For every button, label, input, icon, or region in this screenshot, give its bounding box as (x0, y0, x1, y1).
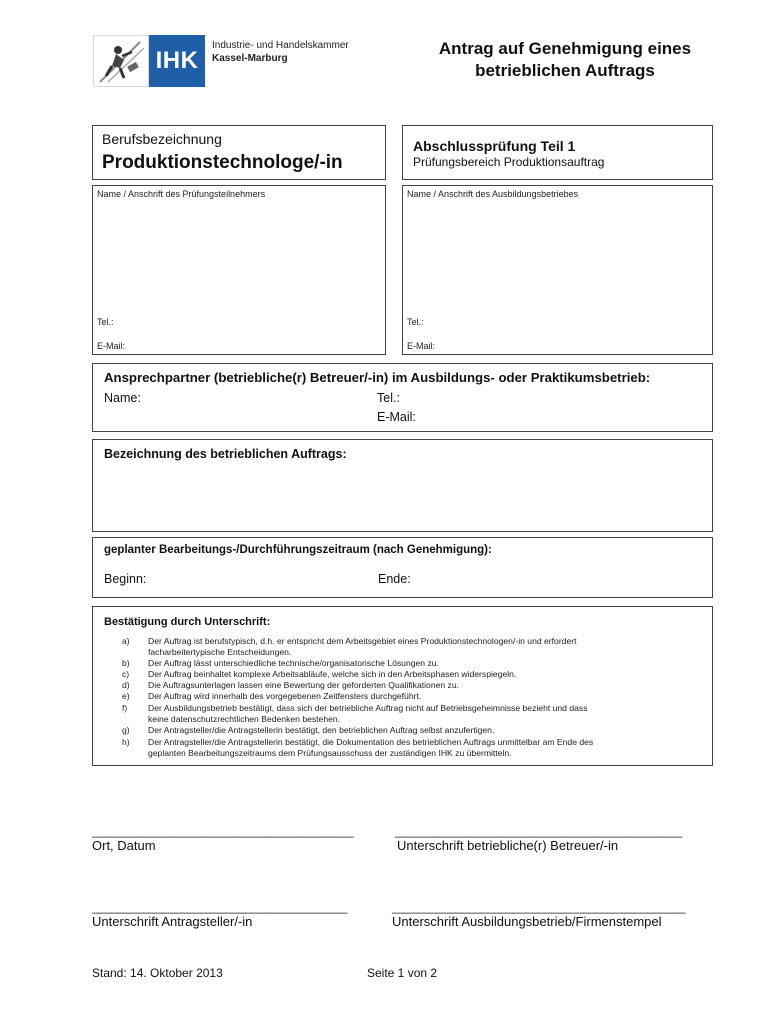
bestaetigung-item-letter: d) (122, 680, 130, 690)
bestaetigung-item-letter: h) (122, 737, 130, 747)
pruefung-title: Abschlussprüfung Teil 1 (413, 138, 576, 154)
pruefung-box (402, 125, 713, 180)
betreuer-signature-label: Unterschrift betriebliche(r) Betreuer/-in (397, 838, 619, 853)
bestaetigung-item-letter: g) (122, 725, 130, 735)
bestaetigung-item-d (122, 680, 459, 691)
signature-line-antragsteller[interactable]: ________________________________________ (92, 900, 347, 914)
ihk-logo: IHK (149, 35, 205, 87)
betrieb-tel-label: Tel.: (407, 317, 424, 327)
bestaetigung-item-f-cont: keine datenschutzrechtlichen Bedenken bestehen. (148, 714, 341, 724)
bestaetigung-item-letter: e) (122, 691, 130, 701)
teilnehmer-box[interactable] (92, 185, 386, 355)
bestaetigung-item-b (122, 658, 439, 669)
footer-stand: Stand: 14. Oktober 2013 (92, 966, 223, 980)
betrieb-label: Name / Anschrift des Ausbildungsbetriebes (407, 189, 579, 199)
bestaetigung-item-text: Die Auftragsunterlagen lassen eine Bewertung der geforderten Qualifikationen zu. (148, 680, 460, 690)
logo-line-2: Kassel-Marburg (212, 53, 288, 64)
bestaetigung-item-letter: f) (122, 703, 128, 713)
ansprechpartner-box[interactable] (92, 363, 713, 432)
bestaetigung-item-letter: a) (122, 636, 130, 646)
signature-line-ausbildungsbetrieb[interactable]: ______________________________________________ (392, 900, 686, 914)
bestaetigung-item-text: Der Auftrag ist berufstypisch, d.h. er entspricht dem Arbeitsgebiet eines Produktionstechnologen/-in und erfordert (148, 636, 577, 646)
bestaetigung-item-h (122, 737, 593, 748)
signature-line-betreuer[interactable]: _____________________________________________ (395, 824, 682, 838)
pruefung-subtitle: Prüfungsbereich Produktionsauftrag (413, 155, 605, 169)
beruf-label: Berufsbezeichnung (102, 131, 222, 147)
teilnehmer-label: Name / Anschrift des Prüfungsteilnehmers (97, 189, 266, 199)
logo-line-1: Industrie- und Handelskammer (212, 40, 349, 51)
bestaetigung-item-c (122, 669, 516, 680)
beruf-box (92, 125, 386, 180)
bestaetigung-item-text: Der Antragsteller/die Antragstellerin bestätigt, die Dokumentation des betrieblichen Auftrags unmittelbar am Ende des (148, 737, 594, 747)
antragsteller-signature-label: Unterschrift Antragsteller/-in (92, 914, 253, 929)
ansprechpartner-heading: Ansprechpartner (betriebliche(r) Betreuer/-in) im Ausbildungs- oder Praktikumsbetrieb: (104, 370, 651, 385)
bestaetigung-item-text: Der Auftrag beinhaltet komplexe Arbeitsabläufe, welche sich in den Arbeitsphasen widerspiegeln. (148, 669, 517, 679)
zeitraum-heading: geplanter Bearbeitungs-/Durchführungszeitraum (nach Genehmigung): (104, 544, 492, 556)
bestaetigung-item-text: Der Ausbildungsbetrieb bestätigt, dass sich der betriebliche Auftrag nicht auf Betriebsgeheimnisse bezieht und dass (148, 703, 588, 713)
footer-page-number: Seite 1 von 2 (367, 966, 438, 980)
bestaetigung-item-a (122, 636, 577, 647)
signature-line-ort-datum[interactable]: _________________________________________ (92, 824, 354, 838)
zeitraum-ende-label: Ende: (378, 572, 411, 586)
bestaetigung-item-f (122, 703, 588, 714)
ansprechpartner-tel-label: Tel.: (377, 391, 400, 405)
beruf-value: Produktionstechnologe/-in (102, 152, 343, 173)
logo-emblem-icon (93, 35, 149, 87)
bestaetigung-item-g (122, 725, 494, 736)
betrieb-box[interactable] (402, 185, 713, 355)
auftrag-box[interactable] (92, 439, 713, 532)
auftrag-heading: Bezeichnung des betrieblichen Auftrags: (104, 447, 347, 461)
bestaetigung-item-letter: c) (122, 669, 130, 679)
bestaetigung-item-e (122, 691, 421, 702)
bestaetigung-item-a-cont: facharbeitertypische Entscheidungen. (148, 647, 292, 657)
bestaetigung-heading: Bestätigung durch Unterschrift: (104, 616, 271, 628)
betrieb-email-label: E-Mail: (407, 341, 436, 351)
document-title (420, 38, 710, 82)
ort-datum-label: Ort, Datum (92, 838, 156, 853)
zeitraum-box[interactable] (92, 537, 713, 598)
bestaetigung-item-text: Der Auftrag lässt unterschiedliche technische/organisatorische Lösungen zu. (148, 658, 439, 668)
ausbildungsbetrieb-signature-label: Unterschrift Ausbildungsbetrieb/Firmenstempel (392, 914, 662, 929)
zeitraum-beginn-label: Beginn: (104, 572, 147, 586)
document-title-line-1: Antrag auf Genehmigung eines (438, 39, 692, 58)
ansprechpartner-email-label: E-Mail: (377, 410, 416, 424)
ansprechpartner-name-label: Name: (104, 391, 141, 405)
teilnehmer-email-label: E-Mail: (97, 341, 126, 351)
teilnehmer-tel-label: Tel.: (97, 317, 114, 327)
bestaetigung-item-text: Der Auftrag wird innerhalb des vorgegebenen Zeitfensters durchgeführt. (148, 691, 422, 701)
bestaetigung-item-text: Der Antragsteller/die Antragstellerin bestätigt, den betrieblichen Auftrag selbst anzufertigen. (148, 725, 495, 735)
document-title-line-2: betrieblichen Auftrags (475, 61, 655, 80)
bestaetigung-item-h-cont: geplanten Bearbeitungszeitraums dem Prüfungsausschuss der zuständigen IHK zu übermitteln. (148, 748, 512, 758)
bestaetigung-item-letter: b) (122, 658, 130, 668)
